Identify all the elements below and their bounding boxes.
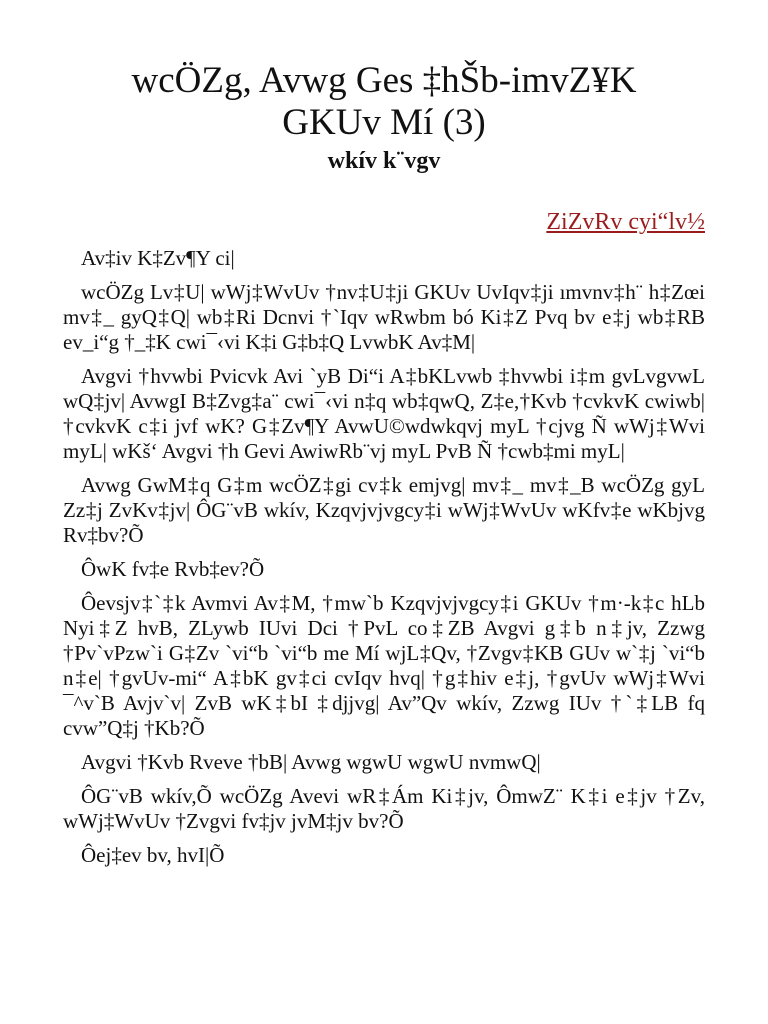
paragraph: Av‡iv K‡Zv¶Y ci| bbox=[81, 246, 235, 270]
paragraph: ÔG¨vB wkív,Õ wcÖZg Avevi wR‡Ám Ki‡jv, ÔmwZ¨ K‡i e‡jv †Zv, wWj‡WvUv †Zvgvi fv‡jv jvM‡jv bv?Õ bbox=[63, 784, 705, 833]
paragraph: Avwg GwM‡q G‡m wcÖZ‡gi cv‡k emjvg| mv‡_ mv‡_B wcÖZg gyL Zz‡j ZvKv‡jv| ÔG¨vB wkív, Kzqvjvjvgcy‡i wWj‡WvUv wKfv‡e wKbjvg Rv‡bv?Õ bbox=[63, 473, 705, 547]
author-name: wkív k¨vgv bbox=[327, 148, 441, 174]
story-body bbox=[63, 246, 705, 877]
paragraph: Ôevsjv‡`‡k Avmvi Av‡M, †mw`b Kzqvjvjvgcy‡i GKUv †m·-k‡c hLb Nyi‡Z hvB, ZLywb IUvi Dci †PvL co‡ZB Avgvi g‡b n‡jv, Zzwg †Pv`vPzw`i G‡Zv `vi“b `vi“b me Mí wjL‡Qv, †Zvgv‡KB GUv w`‡j `vi“b n‡e| †gvUv-mi“ A‡bK gv‡ci cvIqv hvq| †g‡hiv e‡j, †gvUv wWj‡Wvi ¯^v`B Avjv`v| ZvB wK‡bI ‡djjvg| Av”Qv wkív, Zzwg IUv †`‡LB fq cvw”Q‡j †Kb?Õ bbox=[63, 591, 705, 740]
title-line-2: GKUv Mí (3) bbox=[282, 102, 486, 143]
paragraph: wcÖZg Lv‡U| wWj‡WvUv †nv‡U‡ji GKUv UvIqv‡ji ımvnv‡h¨ h‡Zœi mv‡_ gyQ‡Q| wb‡Ri Dcnvi †`Iqv wRwbm bó Ki‡Z Pvq bv e‡j wb‡RB ev_i“g †_‡K cwi¯‹vi K‡i G‡b‡Q LvwbK Av‡M| bbox=[63, 280, 705, 354]
paragraph: ÔwK fv‡e Rvb‡ev?Õ bbox=[81, 557, 265, 581]
section-link[interactable]: ZiZvRv cyi“lv½ bbox=[546, 209, 705, 235]
paragraph: Avgvi †Kvb Rveve †bB| Avwg wgwU wgwU nvmwQ| bbox=[81, 750, 541, 774]
title-line-1: wcÖZg, Avwg Ges ‡hŠb-imvZ¥K bbox=[131, 60, 637, 101]
paragraph: Ôej‡ev bv, hvI|Õ bbox=[81, 843, 225, 867]
paragraph: Avgvi †hvwbi Pvicvk Avi `yB Di“i A‡bKLvwb ‡hvwbi i‡m gvLvgvwL wQ‡jv| AvwgI B‡Zvg‡a¨ cwi¯‹vi n‡q wb‡qwQ, Z‡e,†Kvb †cvkvK cwiwb| †cvkvK c‡i jvf wK? G‡Zv¶Y AvwU©wdwkqvj myL †cjvg Ñ wWj‡Wvi myL| wKš‘ Avgvi †h Gevi AwiwRb¨vj myL PvB Ñ †cwb‡mi myL| bbox=[63, 364, 705, 463]
